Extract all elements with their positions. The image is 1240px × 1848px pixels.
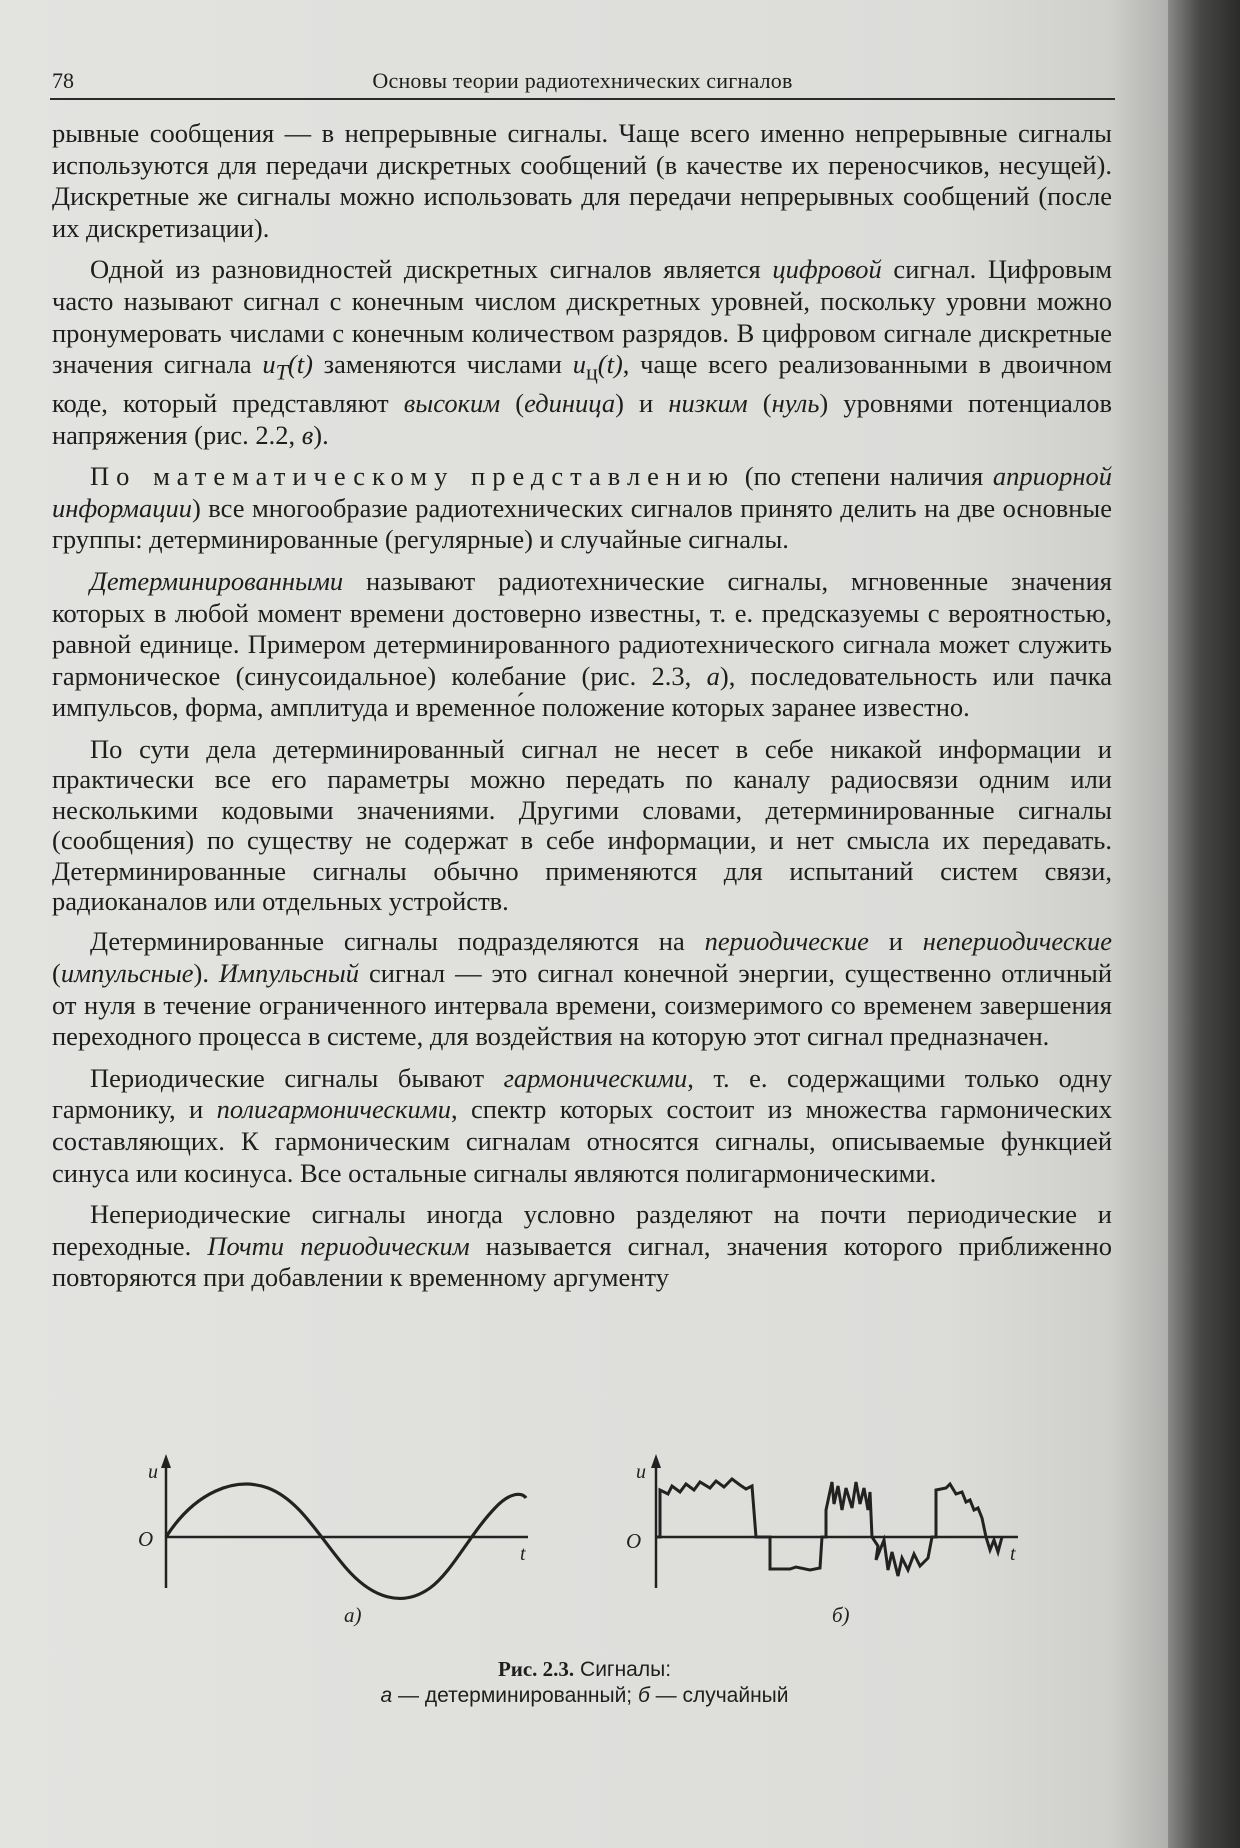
paragraph-4: Детерминированными называют радиотехнические сигналы, мгновенные значения которых в любой момент времени достоверно известны, т. е. предсказуемы с вероятностью, равной единице. Примером детерминированного радиотехнического сигнала может служить гармоническое (синусоидальное) колебание (рис. 2.3, а), последовательность или пачка импульсов, форма, амплитуда и временно́е положение которых заранее известно.: [52, 566, 1112, 723]
paragraph-2: Одной из разновидностей дискретных сигналов является цифровой сигнал. Цифровым часто называют сигнал с конечным числом дискретных уровней, поскольку уровни можно пронумеровать числами с конечным количеством разрядов. В цифровом сигнале дискретные значения сигнала $u_T(t)$ заменяются числами $u_ц(t)$, чаще всего реализованными в двоичном коде, который представляют высоким (единица) и низким (нуль) уровнями потенциалов напряжения (рис. 2.2, в).: [52, 254, 1112, 450]
random-waveform: [656, 1479, 1002, 1576]
left-sublabel: а): [344, 1603, 362, 1627]
right-sublabel: б): [832, 1603, 850, 1627]
left-origin-label: O: [138, 1527, 154, 1551]
page-number: 78: [52, 68, 74, 93]
caption-title-line: [52, 1656, 1117, 1683]
caption-figure-number: Рис. 2.3.: [497, 1657, 575, 1681]
right-origin-label: O: [626, 1529, 642, 1553]
running-title: Основы теории радиотехнических сигналов: [372, 68, 793, 93]
paragraph-1: рывные сообщения — в непрерывные сигналы. Чаще всего именно непрерывные сигналы используются для передачи дискретных сообщений (в качестве их переносчиков, несущей). Дискретные же сигналы можно использовать для передачи непрерывных сообщений (после их дискретизации).: [52, 118, 1112, 243]
left-y-arrow-icon: [161, 1454, 171, 1468]
sine-wave: [166, 1484, 526, 1598]
left-y-label: u: [148, 1461, 158, 1483]
deterministic-signal-plot: [161, 1454, 528, 1598]
paragraph-5: По сути дела детерминированный сигнал не несет в себе никакой информации и практически все его параметры можно передать по каналу радиосвязи одним или несколькими кодовыми значениями. Другими словами, детерминированные сигналы (сообщения) по существу не содержат в себе информации, и нет смысла их передавать. Детерминированные сигналы обычно применяются для испытаний систем связи, радиоканалов или отдельных устройств.: [52, 733, 1112, 917]
running-header: [50, 64, 1115, 100]
caption-legend-line: а — детерминированный; б — случайный: [380, 1684, 789, 1707]
paragraph-7: Периодические сигналы бывают гармоническими, т. е. содержащими только одну гармонику, и полигармоническими, спектр которых состоит из множества гармонических составляющих. К гармоническим сигналам относятся сигналы, описываемые функцией синуса или косинуса. Все остальные сигналы являются полигармоническими.: [52, 1062, 1112, 1188]
paragraph-6: Детерминированные сигналы подразделяются на периодические и непериодические (импульсные). Импульсный сигнал — это сигнал конечной энергии, существенно отличный от нуля в течение ограниченного интервала времени, соизмеримого со временем завершения переходного процесса в системе, для воздействия на которую этот сигнал предназначен.: [52, 926, 1112, 1052]
left-x-label: t: [520, 1543, 526, 1565]
figure-caption: [52, 1656, 1117, 1709]
right-y-label: u: [636, 1461, 646, 1483]
page-body: [52, 118, 1112, 1304]
paragraph-8: Непериодические сигналы иногда условно разделяют на почти периодические и переходные. Почти периодическим называется сигнал, значения которого приближенно повторяются при добавлении к временному аргументу: [52, 1199, 1112, 1293]
right-x-label: t: [1010, 1543, 1016, 1565]
right-y-arrow-icon: [651, 1454, 661, 1468]
paragraph-3: По математическому представлению (по степени наличия априорной информации) все многообразие радиотехнических сигналов принято делить на две основные группы: детерминированные (регулярные) и случайные сигналы.: [52, 461, 1112, 555]
caption-title-text: Сигналы:: [574, 1658, 672, 1681]
random-signal-plot: [651, 1454, 1018, 1588]
